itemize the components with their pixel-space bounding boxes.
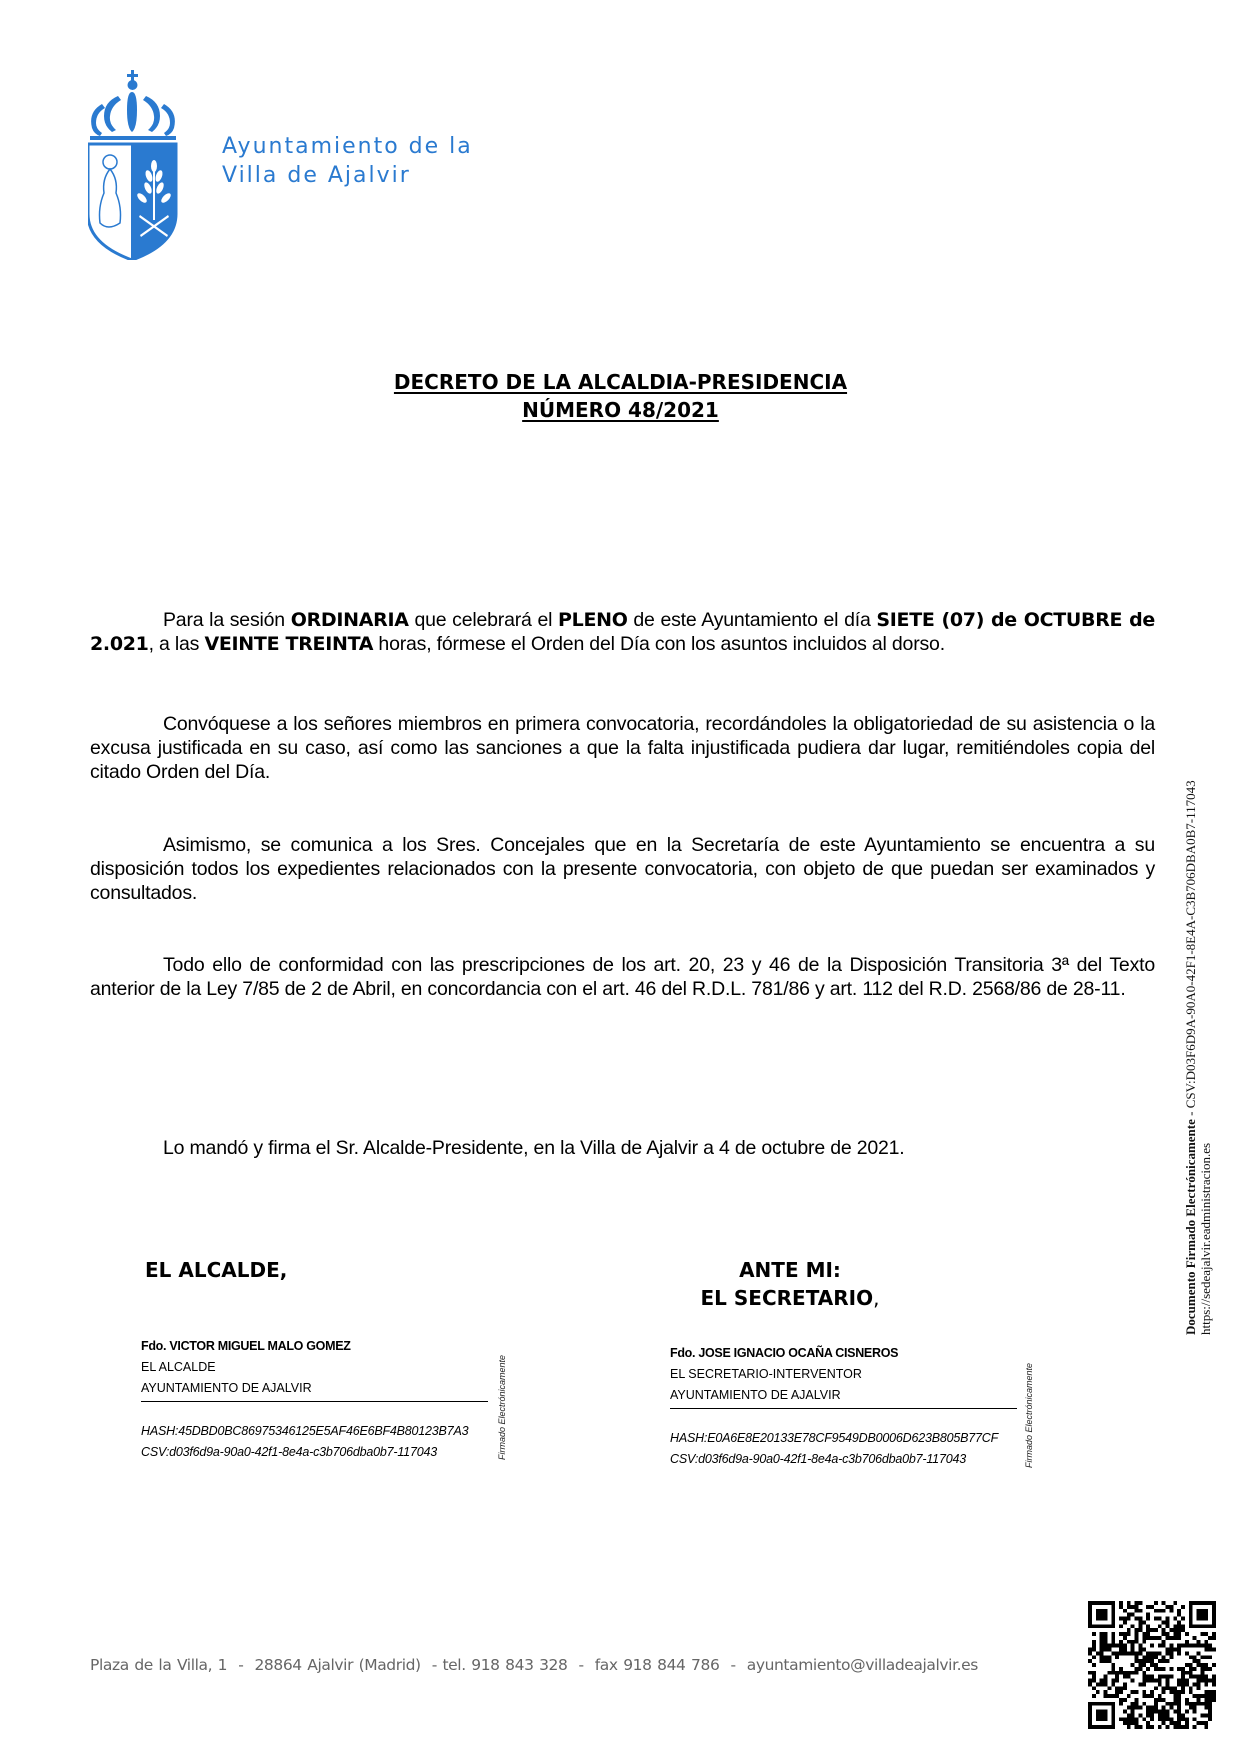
signer-organization: AYUNTAMIENTO DE AJALVIR xyxy=(670,1388,841,1402)
signer-role: EL ALCALDE xyxy=(141,1360,216,1374)
document-verification-stamp xyxy=(1183,780,1213,1335)
mayor-signature-block xyxy=(141,1336,488,1463)
qr-finder-pattern xyxy=(1088,1601,1115,1628)
verification-url[interactable]: https://sedeajalvir.eadministracion.es xyxy=(1198,1142,1213,1335)
decree-number-text: NÚMERO 48/2021 xyxy=(522,398,719,422)
electronically-signed-stamp: Firmado Electrónicamente xyxy=(497,1354,507,1460)
secretary-signature-block xyxy=(670,1343,1017,1470)
text-run: Para la sesión xyxy=(163,609,291,631)
organization-name xyxy=(222,132,473,190)
decree-number xyxy=(0,398,1241,422)
mayor-heading: EL ALCALDE, xyxy=(145,1258,288,1282)
text-run: de este Ayuntamiento el día xyxy=(627,609,877,631)
qr-finder-pattern xyxy=(1088,1702,1115,1729)
footer-contact-info xyxy=(90,1656,978,1674)
signature-hash: HASH:E0A6E8E20133E78CF9549DB0006D623B805B77CF xyxy=(670,1431,999,1445)
signature-divider xyxy=(670,1408,1017,1409)
organization-name-line2: Villa de Ajalvir xyxy=(222,163,411,188)
coat-of-arms-logo xyxy=(88,70,178,260)
signature-csv: CSV:d03f6d9a-90a0-42f1-8e4a-c3b706dba0b7-117043 xyxy=(141,1445,437,1459)
organization-name-line1: Ayuntamiento de la xyxy=(222,134,473,159)
qr-finder-pattern xyxy=(1189,1601,1216,1628)
signer-name: Fdo. VICTOR MIGUEL MALO GOMEZ xyxy=(141,1339,351,1353)
footer-text: Plaza de la Villa, 1 - 28864 Ajalvir (Madrid) - tel. 918 843 328 - fax 918 844 786 - ayuntamiento@villadeajalvir.es xyxy=(90,1656,978,1674)
decree-title xyxy=(0,370,1241,394)
session-type: ORDINARIA xyxy=(290,609,409,631)
verification-label: Documento Firmado Electrónicamente xyxy=(1183,1119,1198,1335)
paragraph-documents-available: Asimismo, se comunica a los Sres. Concejales que en la Secretaría de este Ayuntamiento se encuentra a su disposición todos los expedientes relacionados con la presente convocatoria, con objeto de que puedan ser examinados y consultados. xyxy=(90,834,1155,904)
secretary-heading-line2 xyxy=(660,1284,920,1312)
secretary-heading-comma: , xyxy=(873,1286,880,1310)
decree-title-text: DECRETO DE LA ALCALDIA-PRESIDENCIA xyxy=(393,370,848,394)
paragraph-legal-basis: Todo ello de conformidad con las prescripciones de los art. 20, 23 y 46 de la Disposición Transitoria 3ª del Texto anterior de la Ley 7/85 de 2 de Abril, en concordancia con el art. 46 del R.D.L. 781/86 y art. 112 del R.D. 2568/86 de 28-11. xyxy=(90,954,1155,1000)
text-run: horas, fórmese el Orden del Día con los asuntos incluidos al dorso. xyxy=(373,633,945,655)
body-name: PLENO xyxy=(558,609,628,631)
signer-organization: AYUNTAMIENTO DE AJALVIR xyxy=(141,1381,312,1395)
secretary-heading-line1: ANTE MI: xyxy=(739,1258,841,1282)
session-date: SIETE (07) de OCTUBRE de 2.021 xyxy=(90,609,1155,655)
text-run: que celebrará el xyxy=(408,609,559,631)
paragraph-convocation: Convóquese a los señores miembros en primera convocatoria, recordándoles la obligatoriedad de su asistencia o la excusa justificada en su caso, así como las sanciones a que la falta injustificada pudiera dar lugar, remitiéndoles copia del citado Orden del Día. xyxy=(90,713,1155,783)
signature-hash: HASH:45DBD0BC86975346125E5AF46E6BF4B80123B7A3 xyxy=(141,1424,469,1438)
text-run: , a las xyxy=(148,633,205,655)
verification-csv: - CSV:D03F6D9A-90A0-42F1-8E4A-C3B706DBA0B7-117043 xyxy=(1183,780,1198,1120)
verification-csv-line xyxy=(1183,780,1198,1335)
electronically-signed-stamp: Firmado Electrónicamente xyxy=(1024,1362,1034,1468)
signer-name: Fdo. JOSE IGNACIO OCAÑA CISNEROS xyxy=(670,1346,899,1360)
signature-divider xyxy=(141,1401,488,1402)
paragraph-session-call xyxy=(90,608,1155,656)
session-time: VEINTE TREINTA xyxy=(204,633,374,655)
signature-csv: CSV:d03f6d9a-90a0-42f1-8e4a-c3b706dba0b7-117043 xyxy=(670,1452,966,1466)
paragraph-signed-statement: Lo mandó y firma el Sr. Alcalde-Presidente, en la Villa de Ajalvir a 4 de octubre de 2021. xyxy=(163,1137,905,1159)
secretary-heading-text: EL SECRETARIO xyxy=(700,1286,874,1310)
secretary-heading xyxy=(660,1256,920,1312)
signer-role: EL SECRETARIO-INTERVENTOR xyxy=(670,1367,862,1381)
qr-code-icon[interactable] xyxy=(1088,1601,1216,1729)
